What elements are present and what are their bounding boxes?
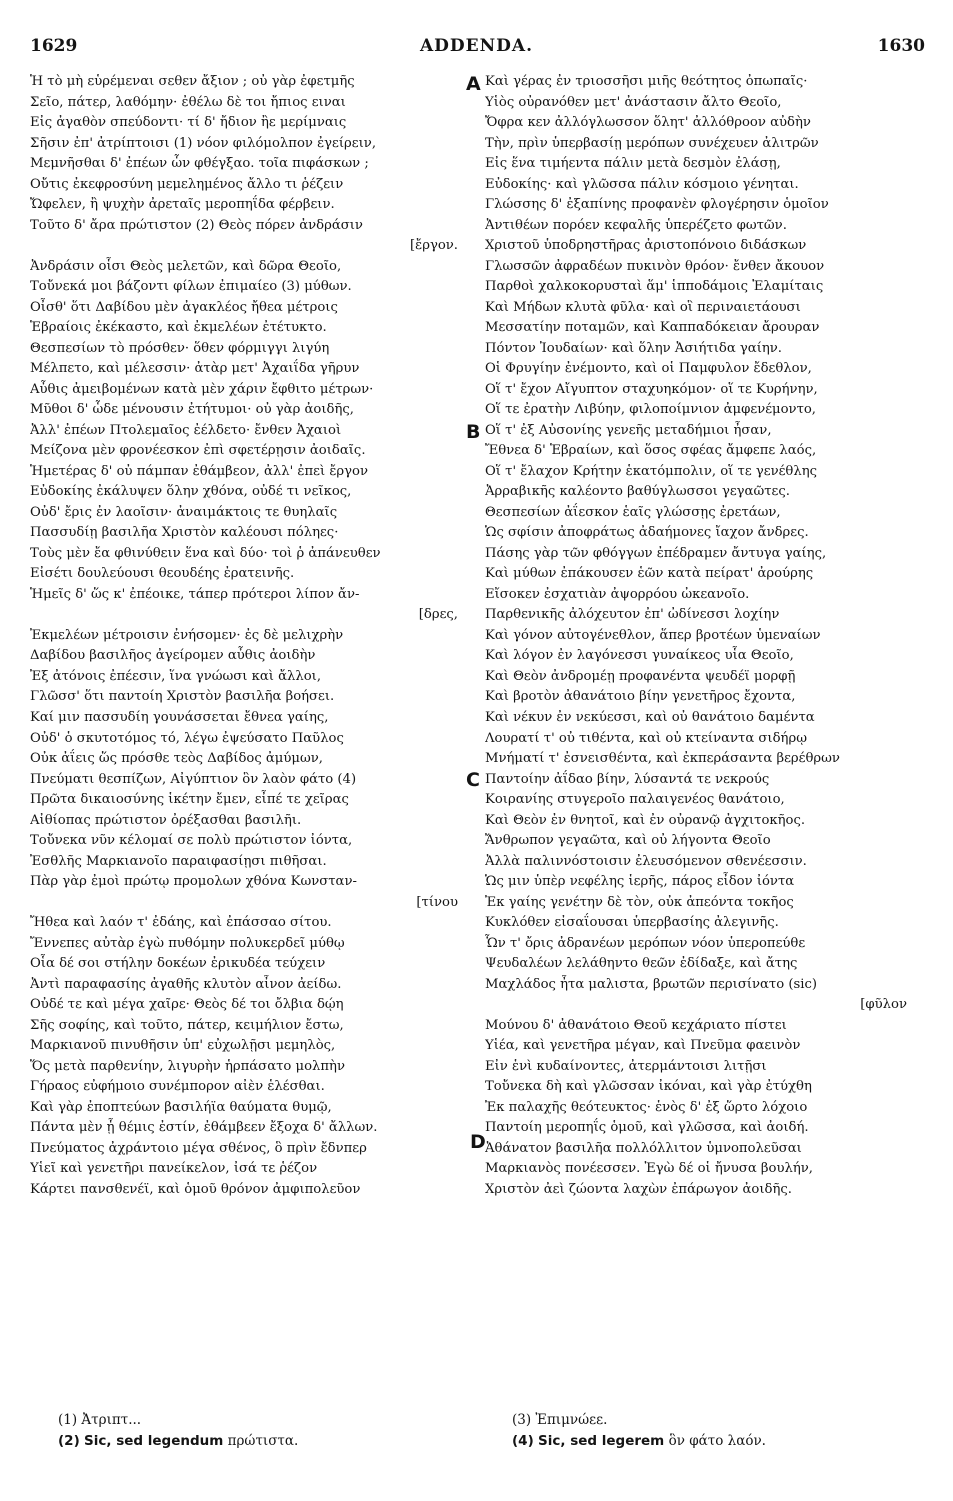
verse-line: Κάρτει πανσθενέϊ, καὶ ὁμοῦ θρόνον ἀμφιπολεῦον: [30, 1181, 361, 1197]
verse-line: Μαχλάδος ἦτα μαλιστα, βρωτῶν περισίνατο (sic): [485, 976, 817, 992]
verse-line: Ἡ τὸ μὴ εὑρέμεναι σεθεν ἄξιον ; οὐ γὰρ ἐφετμῆς: [30, 74, 355, 89]
verse-line: Εἴσοκεν ἐσχατιὰν ἀψορρόου ὠκεανοῖο.: [485, 586, 750, 602]
footnote-number: (4): [512, 1433, 534, 1449]
verse-line: Υἱέα, καὶ γενετῆρα μέγαν, καὶ Πνεῦμα φαεινὸν: [485, 1038, 801, 1054]
verse-continuation: [ἔργον.: [409, 238, 458, 254]
verse-line: Αὖθις ἀμειβομένων κατὰ μὲν χάριν ἔφθιτο μέτρων·: [30, 381, 374, 397]
footnote-number: (2): [58, 1433, 80, 1449]
verse-line: Πόντον Ἰουδαίων· καὶ ὅλην Ἀσιήτιδα γαίην.: [485, 340, 782, 356]
verse-continuation: [τίνου: [416, 894, 458, 910]
verse-line: Πνεύματος ἀχράντοιο μέγα σθένος, ὃ πρὶν ἔδνπερ: [30, 1140, 367, 1156]
verse-line: Θεσπεσίων ἀΐεσκον ἑαῖς γλώσσῃς ἐρετάων,: [485, 504, 781, 520]
verse-line: Ἑβραίοις ἐκέκαστο, καὶ ἐκμελέων ἐτέτυκτο.: [30, 320, 327, 336]
verse-line: Υἱὸς οὐρανόθεν μετ' ἀνάστασιν ἄλτο Θεοῖο,: [485, 94, 782, 110]
verse-line: Τοὔνεκά μοι βάζοντι φίλων ἐπιμαίεο (3) μύθων.: [30, 279, 352, 295]
verse-line: Μέλπετο, καὶ μέλεσσιν· ἀτὰρ μετ' Ἀχαιΐδα γῆρυν: [30, 361, 360, 377]
verse-continuation: [δρες,: [418, 607, 458, 623]
footnote-label: Sic, sed legendum: [84, 1433, 224, 1449]
verse-line: Εἰσέτι δουλεύουσι θεουδέης ἐρατεινῆς.: [30, 566, 295, 582]
verse-line: Μαρκιανὸς πονέεσσεν. Ἐγὼ δέ οἱ ἤνυσα βουλήν,: [485, 1161, 813, 1177]
verse-line: Οἵ τ' ἔχον Αἴγυπτον σταχυηκόμον· οἵ τε Κυρήνην,: [485, 381, 818, 397]
verse-line: Οὐδ' ὁ σκυτοτόμος τό, λέγω ἐψεύσατο Παῦλος: [30, 730, 344, 746]
verse-line: Οὐκ ἀΐεις ὥς πρόσθε τεὸς Δαβίδος ἀμύμων,: [30, 751, 323, 767]
margin-mark-a: A: [466, 73, 481, 95]
verse-line: Πάσης γὰρ τῶν φθόγγων ἐπέδραμεν ἄντυγα γαίης,: [485, 545, 827, 561]
footnote-2: [58, 1431, 298, 1452]
verse-line: Παντοίην ἀΐδαο βίην, λύσαντά τε νεκρούς: [485, 771, 770, 787]
footnote-1: [58, 1410, 298, 1431]
verse-line: Οἶσθ' ὅτι Δαβίδου μὲν ἀγακλέος ἤθεα μέτροις: [30, 299, 338, 315]
verse-line: Πνεύματι θεσπίζων, Αἰγύπτιον ὃν λαὸν φάτο (4): [30, 771, 357, 787]
footnotes-left: [58, 1410, 298, 1452]
verse-line: Τοὔνεκα νῦν κέλομαί σε πολὺ πρώτιστον ἰόντα,: [30, 833, 353, 849]
verse-line: Οἷα δέ σοι στήλην δοκέων ἐρικυδέα τεύχειν: [30, 956, 326, 972]
verse-line: Ὄφρα κεν ἀλλόγλωσσον ὅλητ' ἀλλόθροον αὐδὴν: [485, 115, 811, 131]
verse-line: Ἐκμελέων μέτροισιν ἐνήσομεν· ἐς δὲ μελιχρὴν: [30, 627, 344, 643]
verse-line: Τοὺς μὲν ἔα φθινύθειν ἕνα καὶ δύο· τοὶ ῥ ἀπάνευθεν: [30, 545, 381, 561]
verse-line: Μούνου δ' ἀθανάτοιο Θεοῦ κεχάριατο πίστει: [485, 1017, 787, 1033]
verse-line: Καὶ μύθων ἐπάκουσεν ἑῶν κατὰ πείρατ' ἀρούρης: [485, 566, 814, 582]
verse-line: Παρθενικῆς ἀλόχευτον ἐπ' ὠδίνεσσι λοχίην: [485, 607, 780, 623]
verse-line: Υἱεῖ καὶ γενετῆρι πανείκελον, ἰσά τε ῥέζον: [30, 1161, 318, 1177]
verse-line: Γλῶσσ' ὅτι παντοίη Χριστὸν βασιλῆα βοήσει.: [30, 689, 335, 705]
margin-mark-b: B: [466, 421, 481, 443]
footnote-text: πρώτιστα.: [227, 1433, 299, 1449]
verse-line: Ἐσθλῆς Μαρκιανοῖο παραιφασίῃσι πιθῆσαι.: [30, 853, 327, 869]
verse-line: Πασσυδίῃ βασιλῆα Χριστὸν καλέουσι πόληες·: [30, 525, 339, 541]
verse-line: Χριστοῦ ὑποδρηστῆρας ἀριστοπόνοιο διδάσκων: [485, 238, 807, 254]
verse-line: Ὡς μιν ὑπὲρ νεφέλης ἱερῆς, πάρος εἶδον ἰόντα: [485, 874, 795, 890]
verse-line: Οἵ τε ἐρατὴν Λιβύην, φιλοποίμνιον ἀμφενέμοντο,: [485, 402, 817, 418]
verse-line: Ἀθάνατον βασιλῆα πολλόλλιτον ὑμνοπολεῦσαι: [485, 1140, 802, 1156]
verse-line: Μαρκιανοῦ πινυθῆσιν ὑπ' εὐχωλῇσι μεμηλὸς,: [30, 1038, 336, 1054]
verse-line: Ὡς σφίσιν ἀποφράτως ἀδαήμονες ἴαχον ἄνδρες.: [485, 525, 809, 541]
running-title: ADDENDA.: [419, 36, 534, 56]
verse-line: Εὐδοκίης· καὶ γλῶσσα πάλιν κόσμοιο γένηται.: [485, 176, 799, 192]
verse-line: Πὰρ γὰρ ἐμοὶ πρώτῳ προμολων χθόνα Κωνσταν-: [30, 874, 357, 890]
verse-line: Οὐδέ τε καὶ μέγα χαῖρε· Θεὸς δέ τοι ὄλβια δῴη: [30, 997, 344, 1013]
verse-line: Ἔννεπες αὐτὰρ ἐγὼ πυθόμην πολυκερδεῖ μύθῳ: [30, 935, 345, 951]
footnotes-right: [512, 1410, 766, 1452]
verse-line: Οὐδ' ἔρις ἐν λαοῖσιν· ἀναιμάκτοις τε θυηλαῖς: [30, 504, 338, 520]
verse-line: Καὶ γὰρ ἐποπτεύων βασιλήϊα θαύματα θυμῷ,: [30, 1099, 332, 1115]
verse-line: Καὶ Μήδων κλυτὰ φῦλα· καὶ οἳ περιναιετάουσι: [485, 299, 801, 315]
footnote-3: [512, 1410, 766, 1431]
verse-line: Ἀντὶ παραφασίης ἀγαθῆς κλυτὸν αἶνον ἀείδω.: [30, 976, 342, 992]
verse-line: Ὤφελεν, ἢ ψυχὴν ἀρεταῖς μεροπηΐδα φέρβειν.: [30, 197, 335, 213]
verse-line: Καί μιν πασσυδίη γουνάσσεται ἔθνεα γαίης,: [30, 709, 329, 725]
right-column-text: [485, 72, 925, 1200]
margin-mark-d: D: [470, 1131, 486, 1153]
verse-line: Μείζονα μὲν φρονέεσκον ἐπὶ σφετέρῃσιν ἀοιδαῖς.: [30, 443, 366, 459]
verse-line: Καὶ λόγον ἐν λαγόνεσσι γυναίκεος υἷα Θεοῖο,: [485, 648, 794, 664]
verse-line: Γλώσσης δ' ἐξαπίνης προφανὲν φλογέρησιν ὁμοῖον: [485, 197, 829, 213]
verse-line: Ἀντιθέων πορόεν κεφαλῆς ὑπερέζετο φωτῶν.: [485, 217, 787, 233]
verse-line: Σῆσιν ἐπ' ἀτρίπτοισι (1) νόον φιλόμολπον ἐγείρειν,: [30, 135, 377, 151]
verse-line: Ἀλλὰ παλιννόστοισιν ἐλευσόμενον σθενέεσσιν.: [485, 853, 807, 869]
verse-line: Γλωσσῶν ἀφραδέων πυκινὸν θρόον· ἔνθεν ἄκουον: [485, 258, 825, 274]
verse-line: Μνήματί τ' ἐσνεισθέντα, καὶ ἐκπεράσαντα βερέθρων: [485, 751, 840, 767]
page-number-right: 1630: [877, 36, 925, 56]
verse-line: Παντοίη μεροπηΐς ὁμοῦ, καὶ γλῶσσα, καὶ ἀοιδή.: [485, 1120, 809, 1136]
verse-line: Ἐκ γαίης γενέτην δὲ τὸν, οὐκ ἀπεόντα τοκῆος: [485, 894, 794, 910]
verse-line: Ἀρραβικῆς καλέοντο βαθύγλωσσοι γεγαῶτες.: [485, 484, 790, 500]
verse-line: Οὔτις ἐκεφροσύνη μεμελημένος ἄλλο τι ῥέζειν: [30, 176, 344, 192]
verse-line: Εὐδοκίης ἐκάλυψεν ὅλην χθόνα, οὐδέ τι νεῖκος,: [30, 484, 352, 500]
verse-line: Καὶ γόνον αὐτογένεθλον, ἅπερ βροτέων ὑμεναίων: [485, 627, 821, 643]
verse-line: Ὧν τ' ὄρις ἀδρανέων μερόπων νόον ὑπεροπεύθε: [485, 935, 806, 951]
verse-line: Θεσπεσίων τὸ πρόσθεν· ὅθεν φόρμιγγι λιγύη: [30, 340, 330, 356]
verse-line: Δαβίδου βασιλῆος ἀγείρομεν αὖθις ἀοιδὴν: [30, 648, 316, 664]
verse-line: Μεμνῆσθαι δ' ἐπέων ὧν φθέγξαο. τοῖα πιφάσκων ;: [30, 156, 369, 172]
left-column-text: [30, 72, 460, 1200]
verse-line: Τοὔνεκα δὴ καὶ γλῶσσαν ἰκόναι, καὶ γὰρ ἐτύχθη: [485, 1079, 812, 1095]
verse-line: Κοιρανίης στυγεροῖο παλαιγενέος θανάτοιο,: [485, 792, 785, 808]
verse-line: Χριστὸν ἀεὶ ζώοντα λαχὼν ἐπάρωγον ἀοιδῆς.: [485, 1181, 792, 1197]
margin-mark-c: C: [466, 769, 480, 791]
verse-line: Εἰν ἑνὶ κυδαίνοντες, ἀτερμάντοισι λιτῇσι: [485, 1058, 767, 1074]
verse-line: Γήραος εὐφήμοιο συνέμπορον αἰὲν ἑλέσθαι.: [30, 1079, 325, 1095]
footnote-text: Ἀτριπτ...: [81, 1412, 142, 1428]
verse-line: Ἄνθρωπον γεγαῶτα, καὶ οὐ λήγοντα Θεοῖο: [485, 833, 771, 849]
verse-line: Ὅς μετὰ παρθενίην, λιγυρὴν ἡρπάσατο μολπὴν: [30, 1058, 345, 1074]
verse-line: Οἱ Φρυγίην ἐνέμοντο, καὶ οἱ Παμφυλον ἔδεθλον,: [485, 361, 812, 377]
footnote-number: (1): [58, 1412, 78, 1428]
footnote-4: [512, 1431, 766, 1452]
verse-line: Ἀνδράσιν οἷσι Θεὸς μελετῶν, καὶ δῶρα Θεοῖο,: [30, 258, 342, 274]
verse-line: Ἐκ παλαχῆς θεότευκτος· ἑνὸς δ' ἐξ ὥρτο λόχοιο: [485, 1099, 808, 1115]
verse-line: Πρῶτα δικαιοσύνης ἱκέτην ἔμεν, εἶπέ τε χεῖρας: [30, 792, 349, 808]
verse-line: Καὶ Θεὸν ἀνδρομέῃ προφανέντα ψευδέϊ μορφῇ: [485, 668, 796, 684]
verse-continuation: [φῦλον: [860, 997, 907, 1013]
verse-line: Ἡμεῖς δ' ὥς κ' ἐπέοικε, τάπερ πρότεροι λίπον ἄν-: [30, 586, 360, 602]
verse-line: Οἵ τ' ἔλαχον Κρήτην ἑκατόμπολιν, οἵ τε γενέθλης: [485, 463, 818, 479]
verse-line: Καὶ Θεὸν ἐν θνητοῖ, καὶ ἐν οὐρανῷ ἀγχιτοκῆος.: [485, 812, 806, 828]
verse-line: Τὴν, πρὶν ὑπερβασίῃ μερόπων συνέχευεν ἀλιτρῶν: [485, 135, 819, 151]
verse-line: Ψευδαλέων λελάθηντο θεῶν ἐδίδαξε, καὶ ἄτης: [485, 956, 798, 972]
verse-line: Πάντα μὲν ᾗ θέμις ἐστίν, ἐθάμβεεν ἔξοχα δ' ἄλλων.: [30, 1120, 378, 1136]
verse-line: Καὶ βροτὸν ἀθανάτοιο βίην γενετῆρος ἔχοντα,: [485, 689, 796, 705]
verse-line: Ἀλλ' ἐπέων Πτολεμαῖος ἐέλδετο· ἔνθεν Ἀχαιοὶ: [30, 422, 342, 438]
verse-line: Οἵ τ' ἐξ Αὐσονίης γενεῆς μεταδήμιοι ἦσαν,: [485, 422, 772, 438]
footnote-number: (3): [512, 1412, 532, 1428]
verse-line: Ἤθεα καὶ λαόν τ' ἐδάης, καὶ ἐπάσσαο σίτου.: [30, 915, 332, 931]
verse-line: Αἰθίοπας πρώτιστον ὀρέξασθαι βασιλῆι.: [30, 812, 302, 828]
verse-line: Εἰς ἕνα τιμήεντα πάλιν μετὰ δεσμὸν ἐλάσῃ,: [485, 156, 781, 172]
verse-line: Καὶ γέρας ἐν τριοσσῆσι μιῆς θεότητος ὀπωπαῖς·: [485, 74, 808, 89]
verse-line: Μῦθοι δ' ὧδε μένουσιν ἐτήτυμοι· οὐ γὰρ ἀοιδῆς,: [30, 402, 354, 418]
verse-line: Σεῖο, πάτερ, λαθόμην· ἐθέλω δὲ τοι ἤπιος ειναι: [30, 94, 346, 110]
verse-line: Παρθοὶ χαλκοκορυσταὶ ἅμ' ἱπποδάμοις Ἐλαμίταις: [485, 279, 824, 295]
verse-line: Μεσσατίην ποταμῶν, καὶ Καππαδόκειαν ἄρουραν: [485, 320, 820, 336]
verse-line: Καὶ νέκυν ἐν νεκύεσσι, καὶ οὐ θανάτοιο δαμέντα: [485, 709, 815, 725]
footnote-label: Sic, sed legerem: [538, 1433, 665, 1449]
verse-line: Ἔθνεα δ' Ἑβραίων, καὶ ὅσος σφέας ἄμφεπε λαός,: [485, 443, 817, 459]
verse-line: Ἐξ ἀτόνοις ἐπέεσιν, ἵνα γνώωσι καὶ ἄλλοι,: [30, 668, 322, 684]
verse-line: Λουρατί τ' οὐ τιθέντα, καὶ οὐ κτείναντα σιδήρῳ: [485, 730, 807, 746]
verse-line: Εἰς ἀγαθὸν σπεύδοντι· τί δ' ἤδιον ἢε μερίμναις: [30, 115, 347, 131]
footnote-text: Ἐπιμνώεε.: [535, 1412, 608, 1428]
page-number-left: 1629: [30, 36, 78, 56]
verse-line: Ἡμετέρας δ' οὐ πάμπαν ἐθάμβεον, ἀλλ' ἐπεὶ ἔργον: [30, 463, 369, 479]
verse-line: Σῆς σοφίης, καὶ τοῦτο, πάτερ, κειμήλιον ἔστω,: [30, 1017, 344, 1033]
verse-line: Κυκλόθεν εἰσαΐουσαι ὑπερβασίης ἀλεγινῆς.: [485, 915, 779, 931]
verse-line: Τοῦτο δ' ἄρα πρώτιστον (2) Θεὸς πόρεν ἀνδράσιν: [30, 217, 363, 233]
footnote-text: ὃν φάτο λαόν.: [668, 1433, 766, 1449]
